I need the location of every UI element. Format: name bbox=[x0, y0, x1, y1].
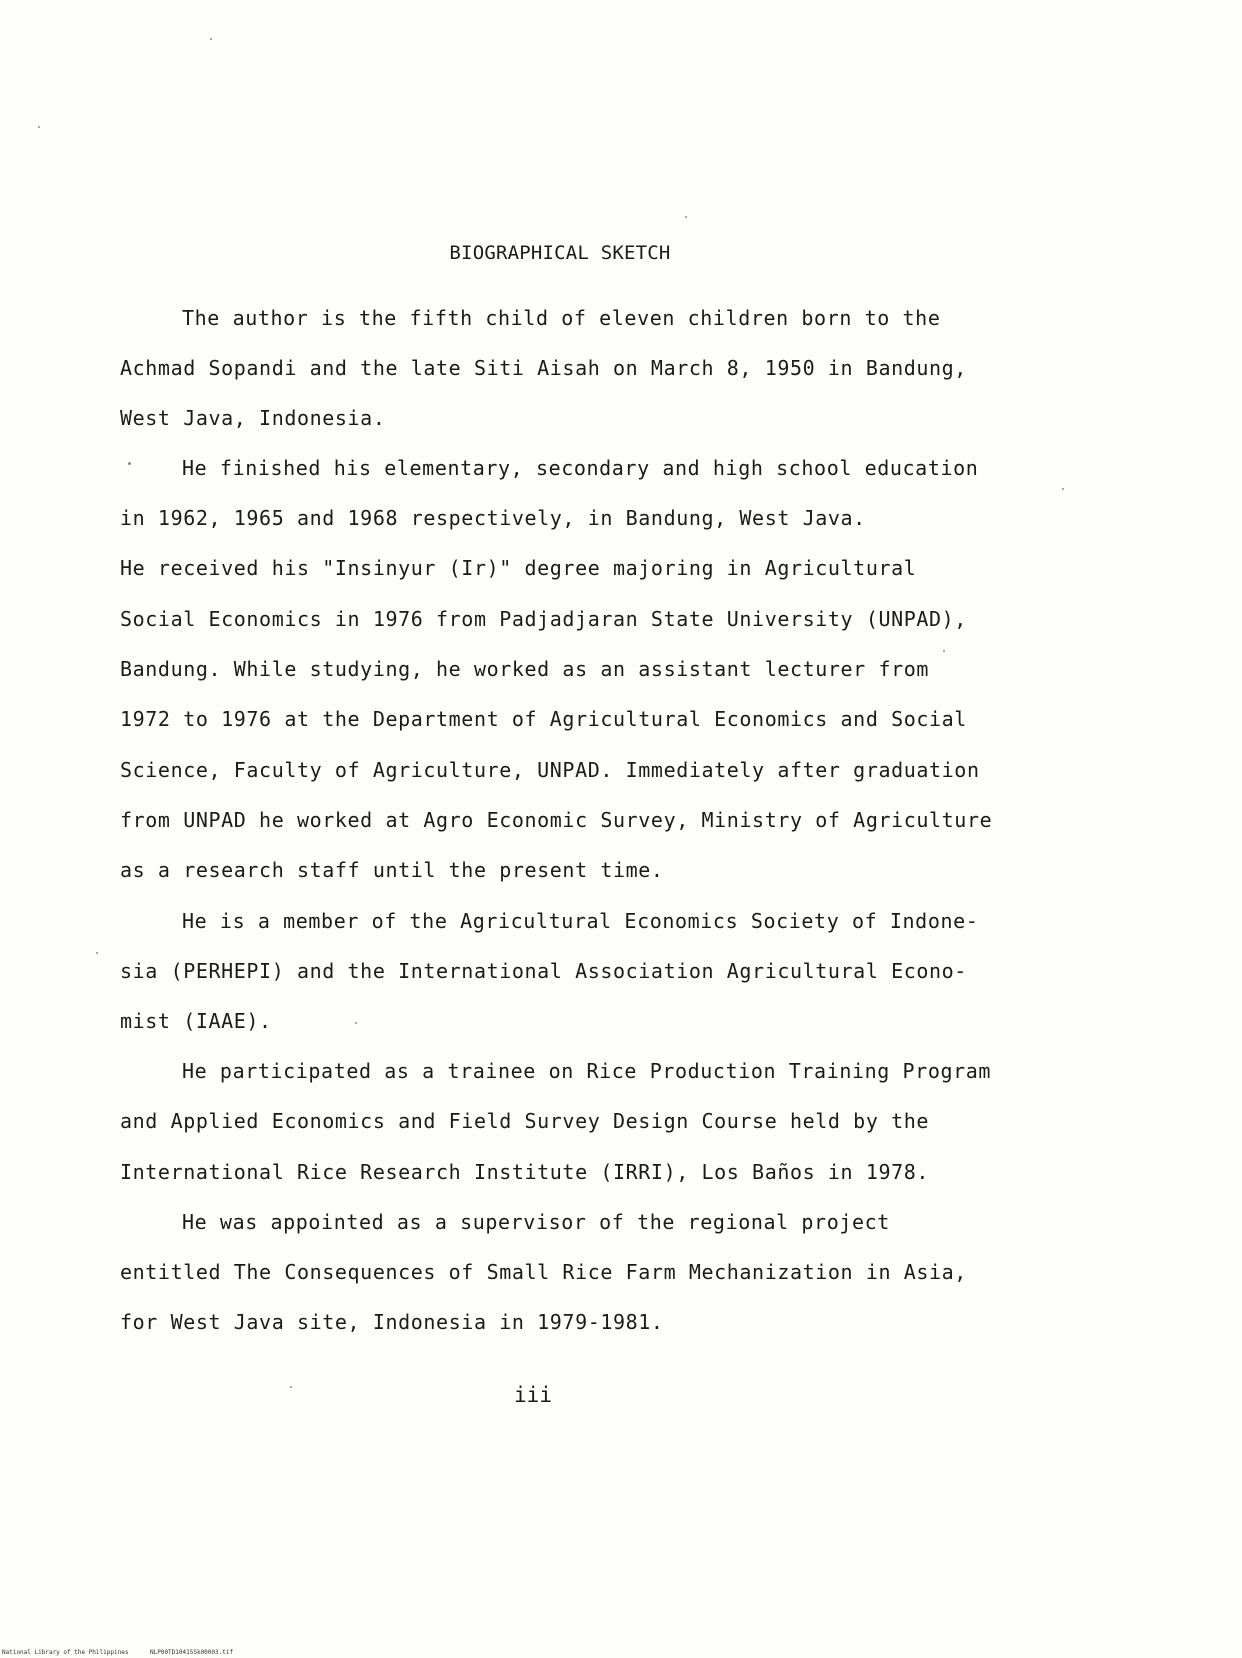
scan-speck bbox=[943, 650, 945, 652]
paragraph-line: sia (PERHEPI) and the International Association Agricultural Econo- bbox=[120, 959, 967, 983]
paragraph-line: mist (IAAE). bbox=[120, 1009, 272, 1033]
paragraph-line: The author is the fifth child of eleven children born to the bbox=[182, 306, 941, 330]
paragraph-line: as a research staff until the present time. bbox=[120, 858, 664, 882]
paragraph-line: Achmad Sopandi and the late Siti Aisah on March 8, 1950 in Bandung, bbox=[120, 356, 967, 380]
paragraph-line: West Java, Indonesia. bbox=[120, 406, 386, 430]
paragraph-line: International Rice Research Institute (IRRI), Los Baños in 1978. bbox=[120, 1160, 930, 1184]
paragraph-line: Science, Faculty of Agriculture, UNPAD. Immediately after graduation bbox=[120, 758, 980, 782]
paragraph-line: He is a member of the Agricultural Economics Society of Indone- bbox=[182, 909, 979, 933]
paragraph-line: for West Java site, Indonesia in 1979-1981. bbox=[120, 1310, 664, 1334]
scan-speck bbox=[290, 1386, 292, 1388]
paragraph-line: 1972 to 1976 at the Department of Agricultural Economics and Social bbox=[120, 707, 967, 731]
scan-speck bbox=[685, 216, 687, 218]
scan-speck bbox=[355, 1022, 357, 1024]
scan-speck bbox=[1062, 488, 1064, 490]
paragraph-line: Bandung. While studying, he worked as an assistant lecturer from bbox=[120, 657, 930, 681]
paragraph-line: entitled The Consequences of Small Rice Farm Mechanization in Asia, bbox=[120, 1260, 967, 1284]
paragraph-line: He finished his elementary, secondary and high school education bbox=[182, 456, 979, 480]
footer-file-code: NLP00TD10415Sk00003.tif bbox=[150, 1649, 234, 1656]
footer-library-label: National Library of the Philippines bbox=[2, 1649, 129, 1656]
paragraph-line: He was appointed as a supervisor of the regional project bbox=[182, 1210, 890, 1234]
paragraph-line: He participated as a trainee on Rice Production Training Program bbox=[182, 1059, 992, 1083]
scan-speck bbox=[38, 126, 40, 128]
paragraph-line: from UNPAD he worked at Agro Economic Survey, Ministry of Agriculture bbox=[120, 808, 993, 832]
scan-speck bbox=[210, 38, 212, 40]
page-title: BIOGRAPHICAL SKETCH bbox=[449, 242, 671, 264]
scan-speck bbox=[96, 952, 98, 954]
page-number: iii bbox=[514, 1383, 552, 1407]
paragraph-line: He received his "Insinyur (Ir)" degree majoring in Agricultural bbox=[120, 556, 917, 580]
paragraph-line: Social Economics in 1976 from Padjadjaran State University (UNPAD), bbox=[120, 607, 967, 631]
paragraph-line: in 1962, 1965 and 1968 respectively, in Bandung, West Java. bbox=[120, 506, 866, 530]
paragraph-line: and Applied Economics and Field Survey Design Course held by the bbox=[120, 1109, 930, 1133]
scan-speck bbox=[128, 462, 131, 465]
